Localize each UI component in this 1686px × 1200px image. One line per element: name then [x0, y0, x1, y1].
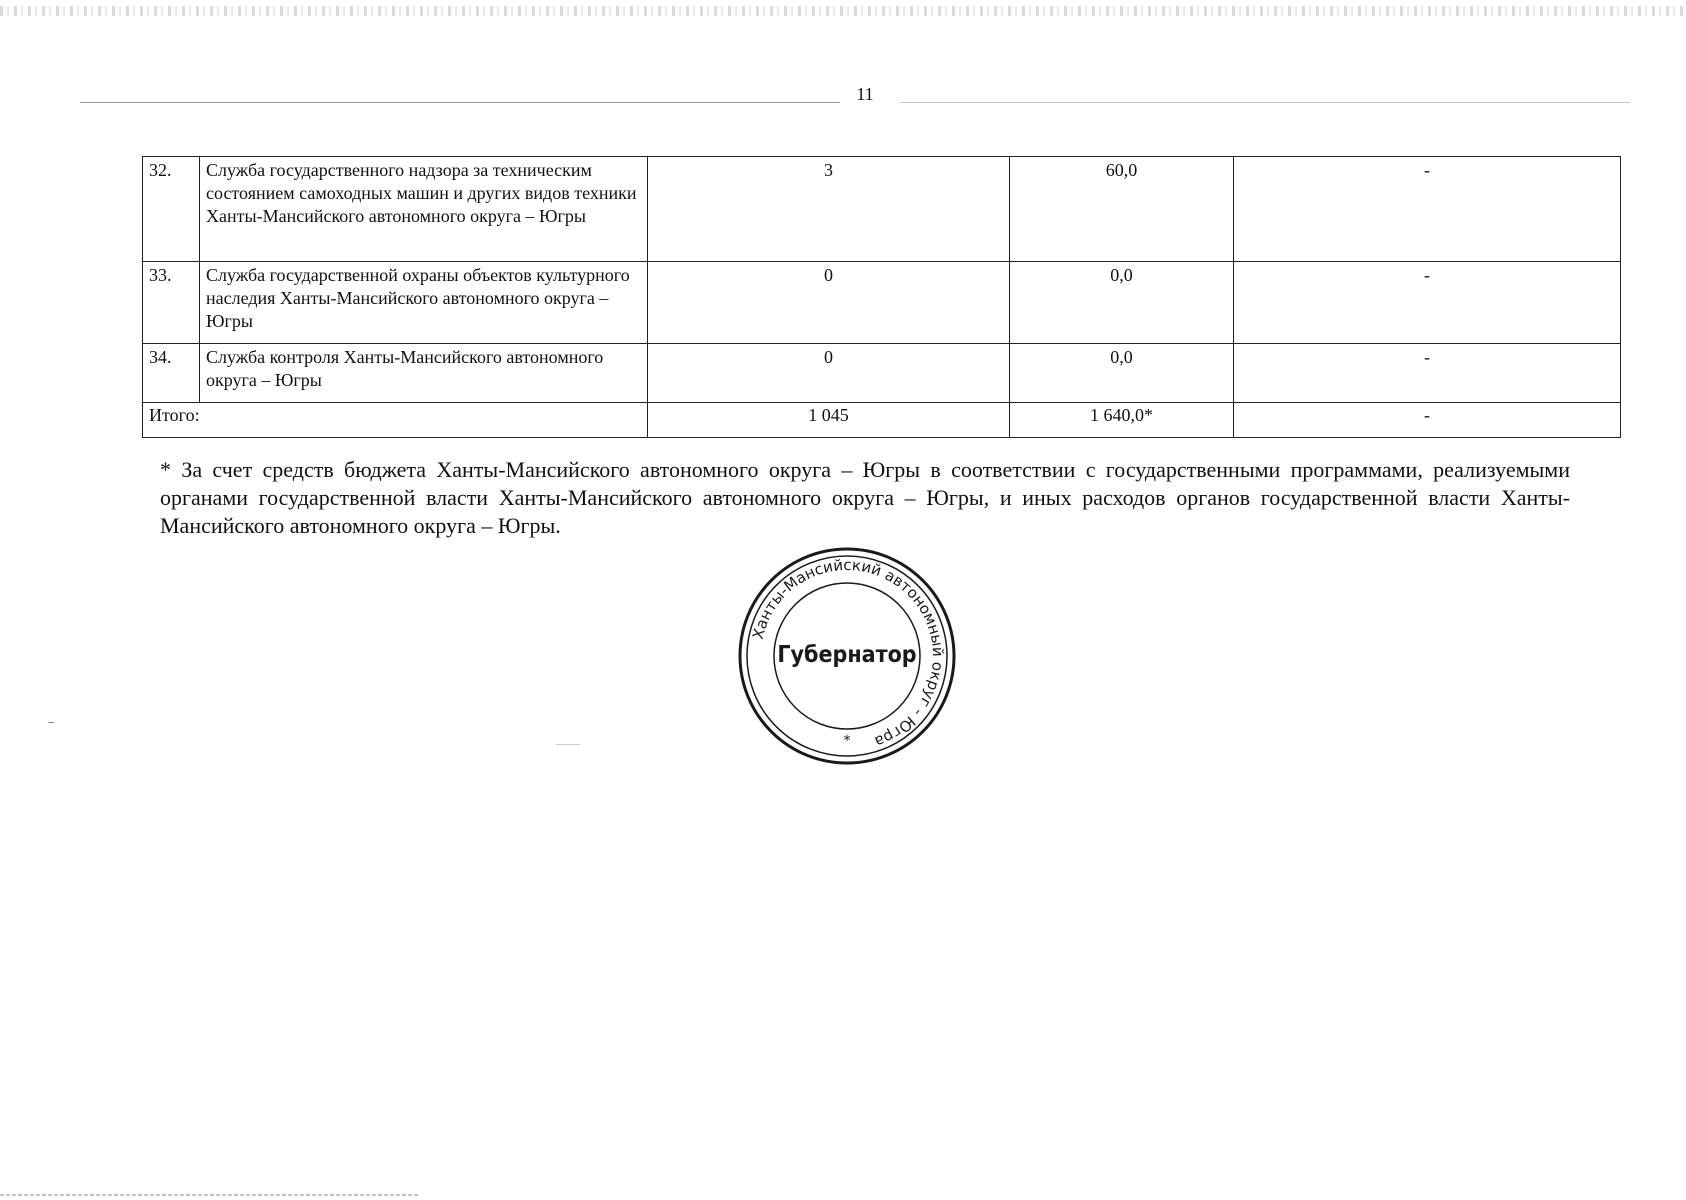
row-sum: 0,0	[1010, 344, 1234, 403]
table-total-row	[143, 403, 1621, 438]
seal-center-text: Губернатор	[777, 642, 917, 668]
table-row	[143, 262, 1621, 344]
row-other: -	[1234, 157, 1621, 262]
table-row	[143, 157, 1621, 262]
row-count: 3	[648, 157, 1010, 262]
row-other: -	[1234, 262, 1621, 344]
row-number: 33.	[143, 262, 200, 344]
total-label: Итого:	[143, 403, 648, 438]
row-sum: 60,0	[1010, 157, 1234, 262]
seal-ring-text: Ханты-Мансийский автономный округ - Югра	[748, 555, 948, 751]
total-sum: 1 640,0*	[1010, 403, 1234, 438]
header-rule-left	[80, 102, 840, 103]
row-organization-name: Служба контроля Ханты-Мансийского автономного округа – Югры	[200, 344, 648, 403]
row-number: 32.	[143, 157, 200, 262]
budget-table-container	[142, 156, 1620, 438]
row-sum: 0,0	[1010, 262, 1234, 344]
page-number: 11	[856, 84, 874, 104]
row-count: 0	[648, 262, 1010, 344]
scan-edge-top	[0, 6, 1686, 16]
scan-edge-bottom	[0, 1194, 420, 1196]
total-other: -	[1234, 403, 1621, 438]
total-count: 1 045	[648, 403, 1010, 438]
row-organization-name: Служба государственной охраны объектов культурного наследия Ханты-Мансийского автономного округа – Югры	[200, 262, 648, 344]
seal-star: *	[843, 733, 851, 749]
row-number: 34.	[143, 344, 200, 403]
table-row	[143, 344, 1621, 403]
scan-speck	[48, 722, 54, 723]
row-count: 0	[648, 344, 1010, 403]
scan-speck	[556, 744, 580, 745]
footnote: * За счет средств бюджета Ханты-Мансийского автономного округа – Югры в соответствии с государственными программами, реализуемыми органами государственной власти Ханты-Мансийского автономного округа – Югры, и иных расходов органов государственной власти Ханты-Мансийского автономного округа – Югры.	[160, 457, 1570, 538]
governor-seal	[736, 545, 958, 767]
header-rule-right	[900, 102, 1630, 103]
row-other: -	[1234, 344, 1621, 403]
budget-table	[142, 156, 1621, 438]
row-organization-name: Служба государственного надзора за техническим состоянием самоходных машин и других видов техники Ханты-Мансийского автономного округа – Югры	[200, 157, 648, 262]
